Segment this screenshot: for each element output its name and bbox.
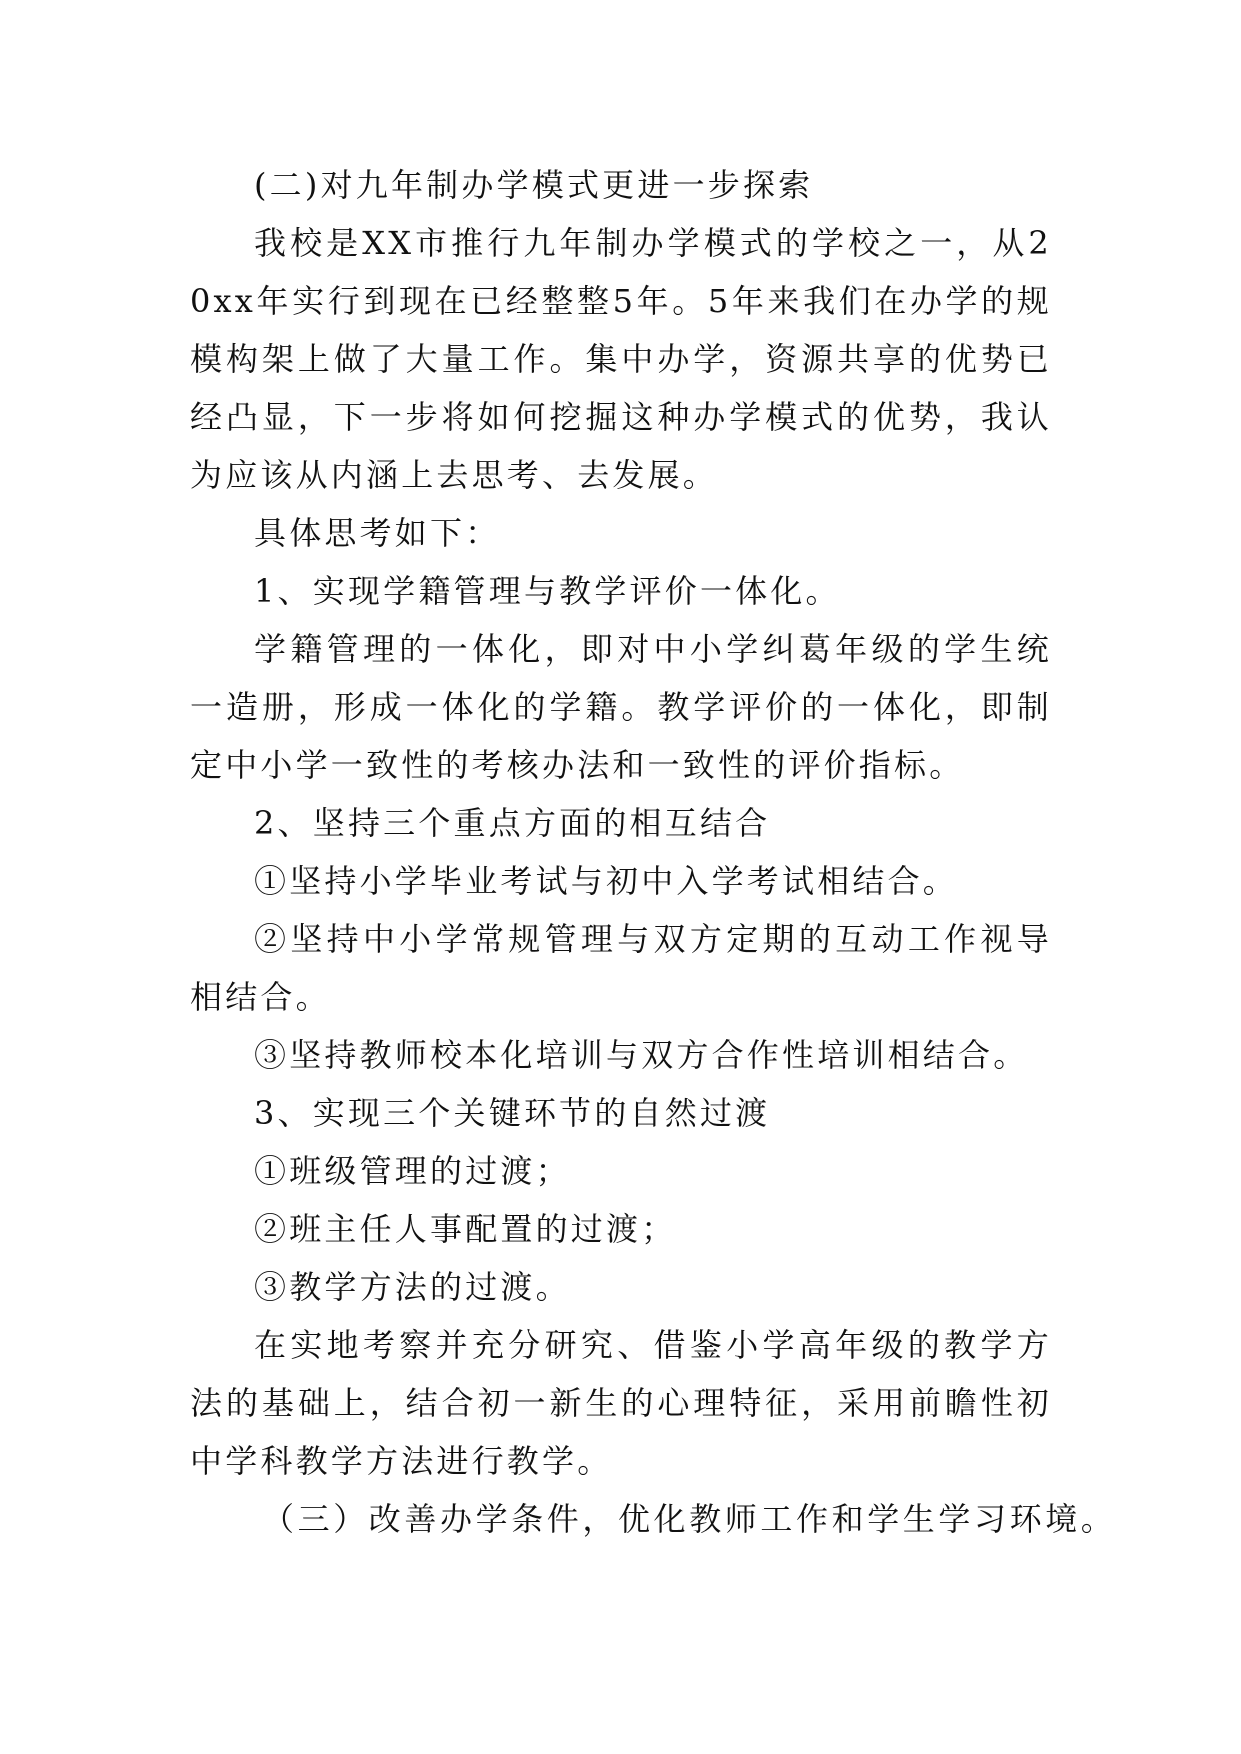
- document-body: [190, 156, 1117, 1548]
- section-heading-3: （三）改善办学条件，优化教师工作和学生学习环境。: [262, 1500, 1117, 1538]
- paragraph-teaching-method: 在实地考察并充分研究、借鉴小学高年级的教学方法的基础上，结合初一新生的心理特征，采用前瞻性初中学科教学方法进行教学。: [190, 1326, 1052, 1480]
- sub-item-3-1: ①班级管理的过渡；: [254, 1152, 571, 1190]
- sub-item-2-2: ②坚持中小学常规管理与双方定期的互动工作视导相结合。: [190, 920, 1052, 1016]
- paragraph-intro: 我校是XX市推行九年制办学模式的学校之一，从20xx年实行到现在已经整整5年。5年来我们在办学的规模构架上做了大量工作。集中办学，资源共享的优势已经凸显，下一步将如何挖掘这种办学模式的优势，我认为应该从内涵上去思考、去发展。: [190, 224, 1052, 494]
- sub-item-2-3: ③坚持教师校本化培训与双方合作性培训相结合。: [254, 1036, 1029, 1074]
- sub-item-2-1: ①坚持小学毕业考试与初中入学考试相结合。: [254, 862, 959, 900]
- section-heading-2: (二)对九年制办学模式更进一步探索: [254, 166, 814, 204]
- list-item-3: 3、实现三个关键环节的自然过渡: [254, 1094, 771, 1132]
- paragraph-integration: 学籍管理的一体化，即对中小学纠葛年级的学生统一造册，形成一体化的学籍。教学评价的一体化，即制定中小学一致性的考核办法和一致性的评价指标。: [190, 630, 1052, 784]
- sub-item-3-3: ③教学方法的过渡。: [254, 1268, 571, 1306]
- sub-item-3-2: ②班主任人事配置的过渡；: [254, 1210, 677, 1248]
- list-item-2: 2、坚持三个重点方面的相互结合: [254, 804, 771, 842]
- list-item-1: 1、实现学籍管理与教学评价一体化。: [254, 572, 841, 610]
- paragraph-thoughts-lead: 具体思考如下：: [254, 514, 501, 552]
